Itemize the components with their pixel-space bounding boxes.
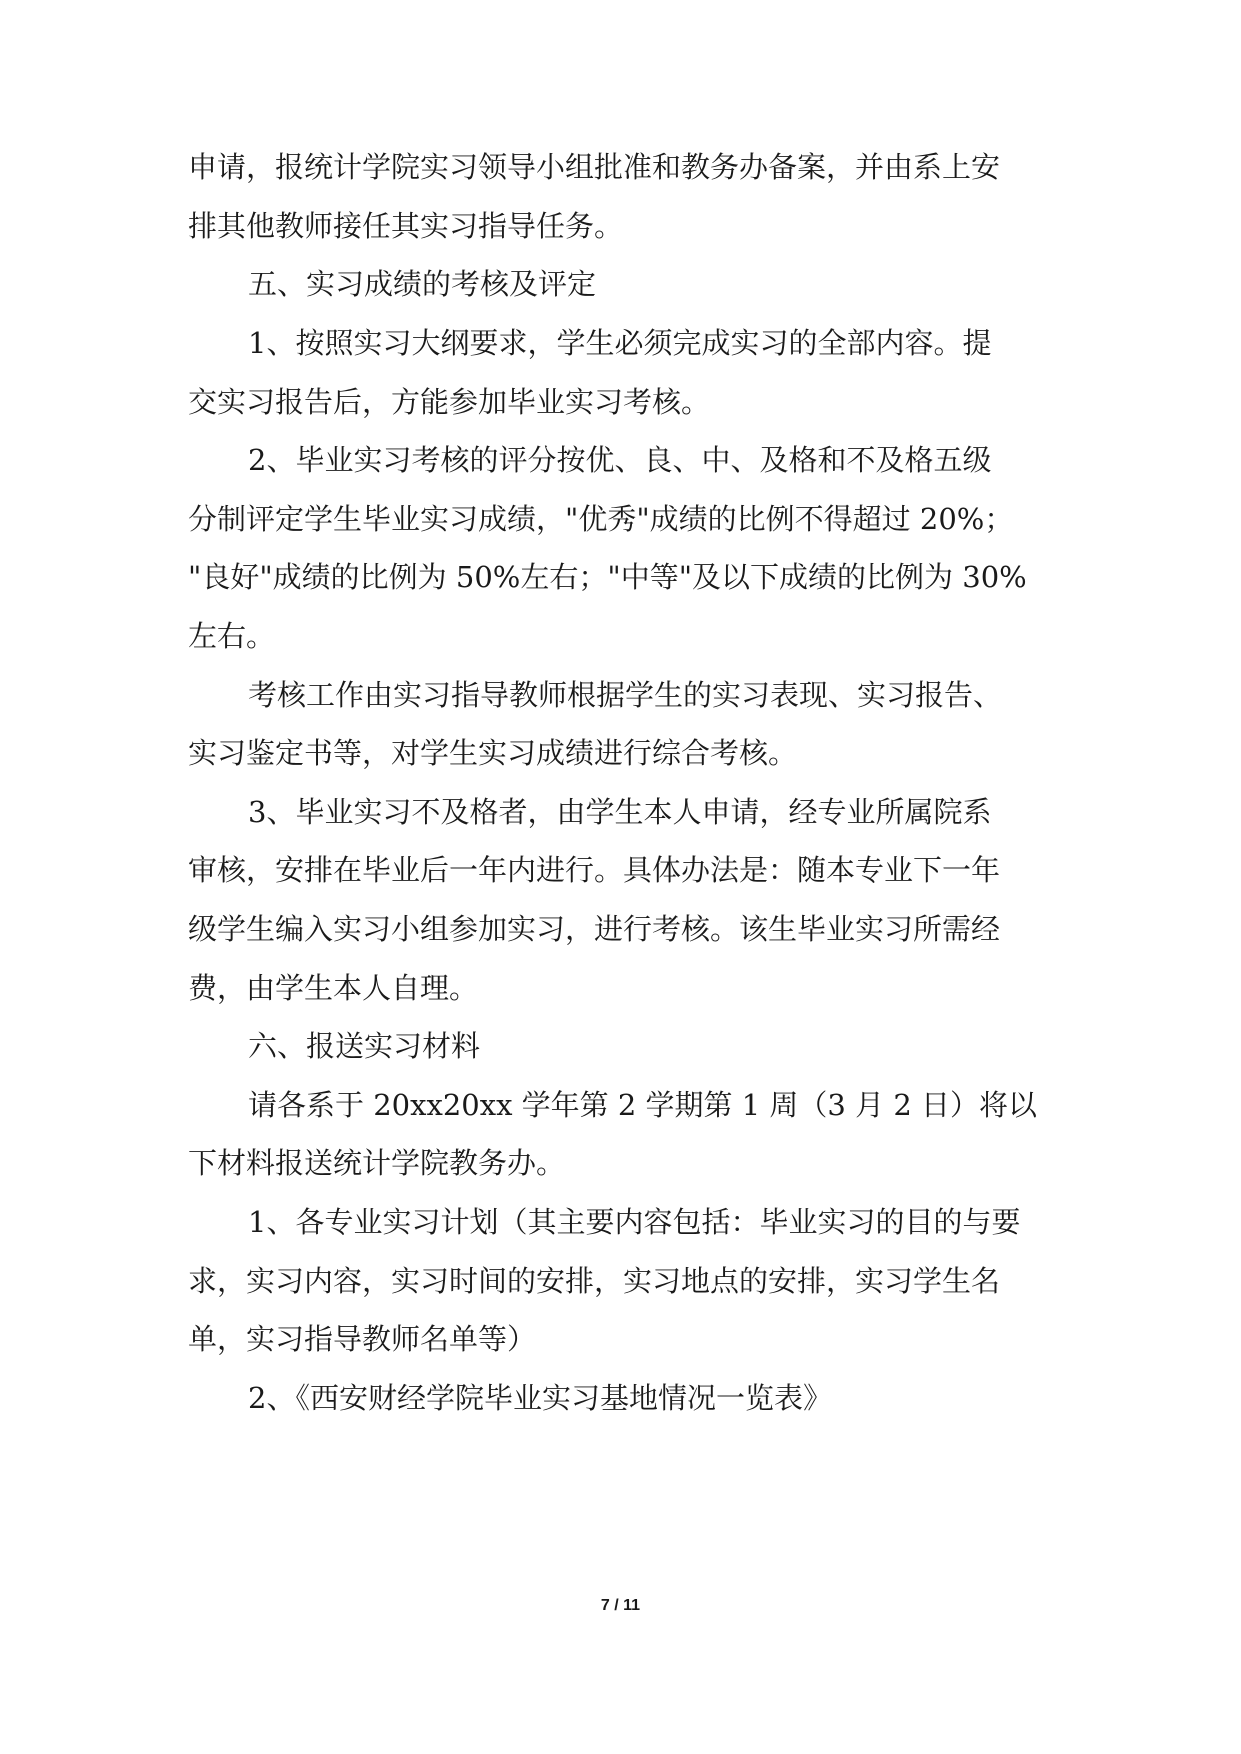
text-line: 3、毕业实习不及格者，由学生本人申请，经专业所属院系 xyxy=(248,795,992,829)
text-line: 单，实习指导教师名单等） xyxy=(188,1322,537,1356)
text-line: 左右。 xyxy=(188,619,276,653)
text-line: 求，实习内容，实习时间的安排，实习地点的安排，实习学生名 xyxy=(188,1264,1001,1298)
text-line: 1、各专业实习计划（其主要内容包括：毕业实习的目的与要 xyxy=(248,1205,1021,1239)
text-line: 2、毕业实习考核的评分按优、良、中、及格和不及格五级 xyxy=(248,443,992,477)
text-line: 审核，安排在毕业后一年内进行。具体办法是：随本专业下一年 xyxy=(188,853,1001,887)
text-line: 申请，报统计学院实习领导小组批准和教务办备案，并由系上安 xyxy=(188,150,1001,184)
page-number: 7 / 11 xyxy=(600,1597,641,1614)
text-line: 实习鉴定书等，对学生实习成绩进行综合考核。 xyxy=(188,736,798,770)
text-line: 排其他教师接任其实习指导任务。 xyxy=(188,209,624,243)
text-line: 2、《西安财经学院毕业实习基地情况一览表》 xyxy=(248,1381,832,1415)
section-heading: 六、报送实习材料 xyxy=(248,1029,481,1063)
text-line: 1、按照实习大纲要求，学生必须完成实习的全部内容。提 xyxy=(248,326,992,360)
text-line: 考核工作由实习指导教师根据学生的实习表现、实习报告、 xyxy=(248,678,1003,712)
text-line: 下材料报送统计学院教务办。 xyxy=(188,1146,566,1180)
text-line: "良好"成绩的比例为 50%左右；"中等"及以下成绩的比例为 30% xyxy=(188,560,1027,594)
text-line: 交实习报告后，方能参加毕业实习考核。 xyxy=(188,385,711,419)
text-line: 费，由学生本人自理。 xyxy=(188,971,479,1005)
text-line: 级学生编入实习小组参加实习，进行考核。该生毕业实习所需经 xyxy=(188,912,1001,946)
text-line: 请各系于 20xx20xx 学年第 2 学期第 1 周（3 月 2 日）将以 xyxy=(248,1088,1037,1122)
section-heading: 五、实习成绩的考核及评定 xyxy=(248,267,597,301)
text-line: 分制评定学生毕业实习成绩，"优秀"成绩的比例不得超过 20%； xyxy=(188,502,1014,536)
